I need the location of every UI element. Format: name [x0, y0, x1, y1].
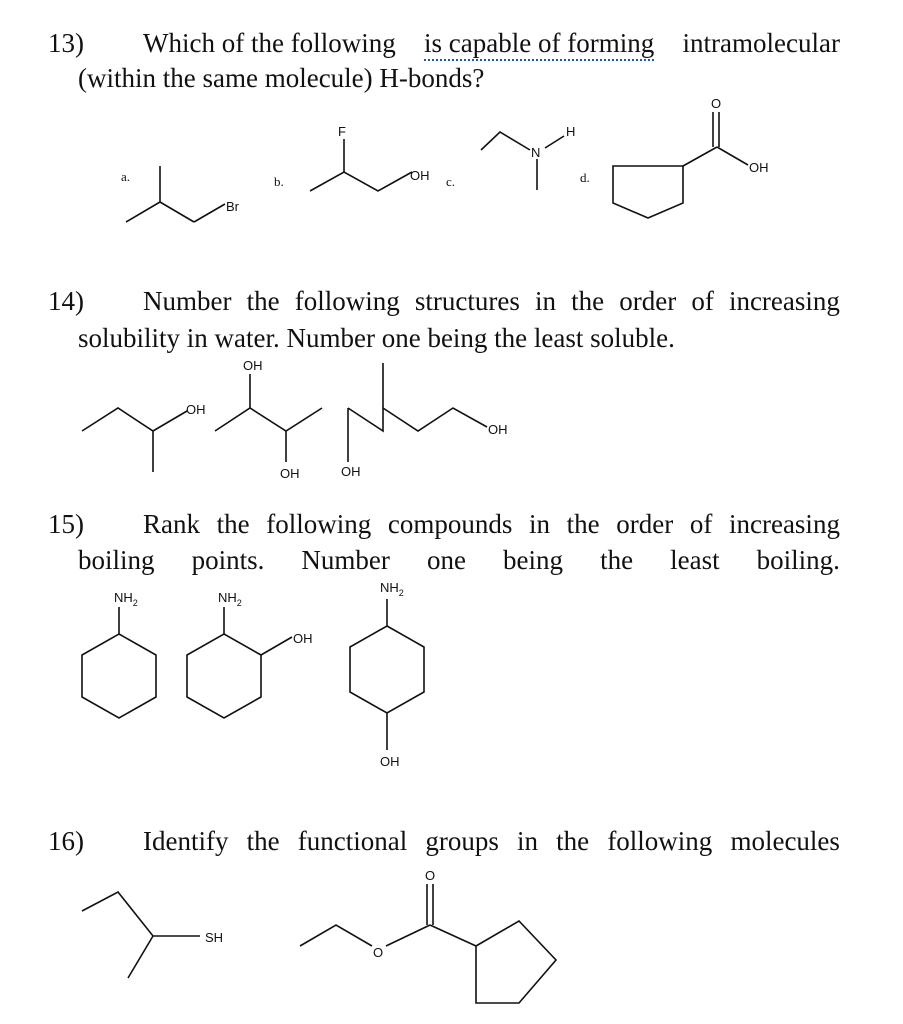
q15-word: boiling — [78, 545, 155, 575]
q14-word: following — [294, 286, 400, 316]
atom-oh: OH — [341, 464, 361, 479]
atom-h: H — [566, 124, 576, 139]
q15-word: the — [216, 509, 250, 539]
q14-word: increasing — [728, 286, 840, 316]
ring-cyclohexane — [82, 634, 156, 718]
atom-oh: OH — [380, 754, 400, 769]
bond — [82, 408, 187, 431]
bond — [386, 925, 430, 946]
q15-word: Number — [301, 545, 390, 575]
q15-word: being — [503, 545, 563, 575]
bond — [126, 166, 160, 222]
q14-word: Number — [143, 286, 232, 316]
atom-oh: OH — [280, 466, 300, 481]
q16-word: molecules — [730, 826, 840, 856]
q13-option-b-label: b. — [274, 174, 284, 189]
q16-number: 16) — [48, 826, 84, 856]
q14-word: order — [619, 286, 677, 316]
q14-line2: solubility in water. Number one being the least soluble. — [78, 323, 675, 353]
q16-word: in — [517, 826, 539, 856]
atom-oh: OH — [749, 160, 769, 175]
q15-molecule-2 — [187, 590, 313, 718]
bond — [545, 136, 564, 148]
bond — [128, 936, 153, 978]
q13-molecule-d — [580, 96, 769, 218]
bond — [348, 363, 383, 431]
q16-word: following — [607, 826, 713, 856]
atom-f: F — [338, 124, 346, 139]
q13-molecule-a — [121, 166, 240, 222]
q14-number: 14) — [48, 286, 84, 316]
atom-o-ester: O — [373, 945, 384, 960]
bond — [481, 132, 530, 150]
q13-line2: (within the same molecule) H-bonds? — [78, 63, 485, 93]
q13-option-a-label: a. — [121, 169, 131, 184]
atom-br: Br — [226, 199, 239, 214]
q13-option-c-label: c. — [446, 174, 456, 189]
atom-oh: OH — [410, 168, 430, 183]
q16-molecule-2 — [300, 868, 556, 1003]
q16-word: groups — [425, 826, 499, 856]
bond — [310, 172, 412, 191]
atom-o: O — [711, 96, 722, 111]
bond — [261, 637, 292, 655]
atom-nh2: $NH_2$ — [114, 590, 138, 608]
bond — [215, 408, 322, 431]
bond — [194, 204, 225, 222]
ring-cyclohexane — [350, 626, 424, 713]
q13-molecule-b — [274, 124, 430, 191]
bond — [82, 892, 200, 936]
q14-word: in — [534, 286, 556, 316]
q13-line1-part-b: is capable of forming — [424, 28, 654, 61]
q13-line1-part-c: intramolecular — [682, 28, 840, 58]
q15-word: following — [266, 509, 372, 539]
atom-oh: OH — [243, 358, 263, 373]
bond — [430, 925, 476, 946]
q14-word: of — [691, 286, 714, 316]
q13-number: 13) — [48, 28, 84, 58]
bond — [717, 147, 748, 165]
q14-word: the — [246, 286, 280, 316]
q15-word: the — [600, 545, 634, 575]
q16-molecule-1 — [82, 892, 223, 978]
q15-word: one — [426, 545, 466, 575]
q16-word: Identify — [143, 826, 229, 856]
q13-option-d-label: d. — [580, 170, 590, 185]
q15-word: of — [689, 509, 713, 539]
ring-cyclohexane — [187, 634, 261, 718]
bond — [300, 925, 372, 946]
bond — [683, 147, 717, 166]
q15-word: Rank — [143, 509, 200, 539]
q16-word: functional — [297, 826, 408, 856]
atom-oh: OH — [488, 422, 508, 437]
q14-molecule-2 — [215, 358, 322, 481]
bond — [160, 202, 194, 222]
atom-sh: SH — [205, 930, 224, 945]
q15-word: the — [566, 509, 600, 539]
atom-oh: OH — [186, 402, 206, 417]
q13-molecule-c — [446, 124, 575, 190]
q14-molecule-3 — [341, 363, 508, 479]
atom-oh: OH — [293, 631, 313, 646]
q15-word: increasing — [728, 509, 840, 539]
q14-word: the — [571, 286, 605, 316]
bond — [383, 408, 487, 431]
q14-molecule-1 — [82, 402, 206, 472]
q15-word: order — [616, 509, 674, 539]
q15-word: boiling. — [756, 545, 840, 575]
q15-word: least — [670, 545, 720, 575]
q15-word: compounds — [387, 509, 513, 539]
q15-molecule-3 — [350, 580, 424, 769]
q15-molecule-1 — [82, 590, 156, 718]
ring-cyclopentane — [476, 921, 556, 1003]
q15-number: 15) — [48, 509, 84, 539]
ring-cyclopentane — [613, 166, 683, 218]
q16-word: the — [556, 826, 590, 856]
q15-word: points. — [191, 545, 265, 575]
q14-word: structures — [414, 286, 520, 316]
q13-line1-part-a: Which of the following — [143, 28, 396, 58]
atom-n: N — [531, 145, 541, 160]
atom-nh2: $NH_2$ — [218, 590, 242, 608]
atom-o-carbonyl: O — [425, 868, 436, 883]
q15-word: in — [529, 509, 551, 539]
q16-word: the — [246, 826, 280, 856]
atom-nh2: $NH_2$ — [380, 580, 404, 598]
